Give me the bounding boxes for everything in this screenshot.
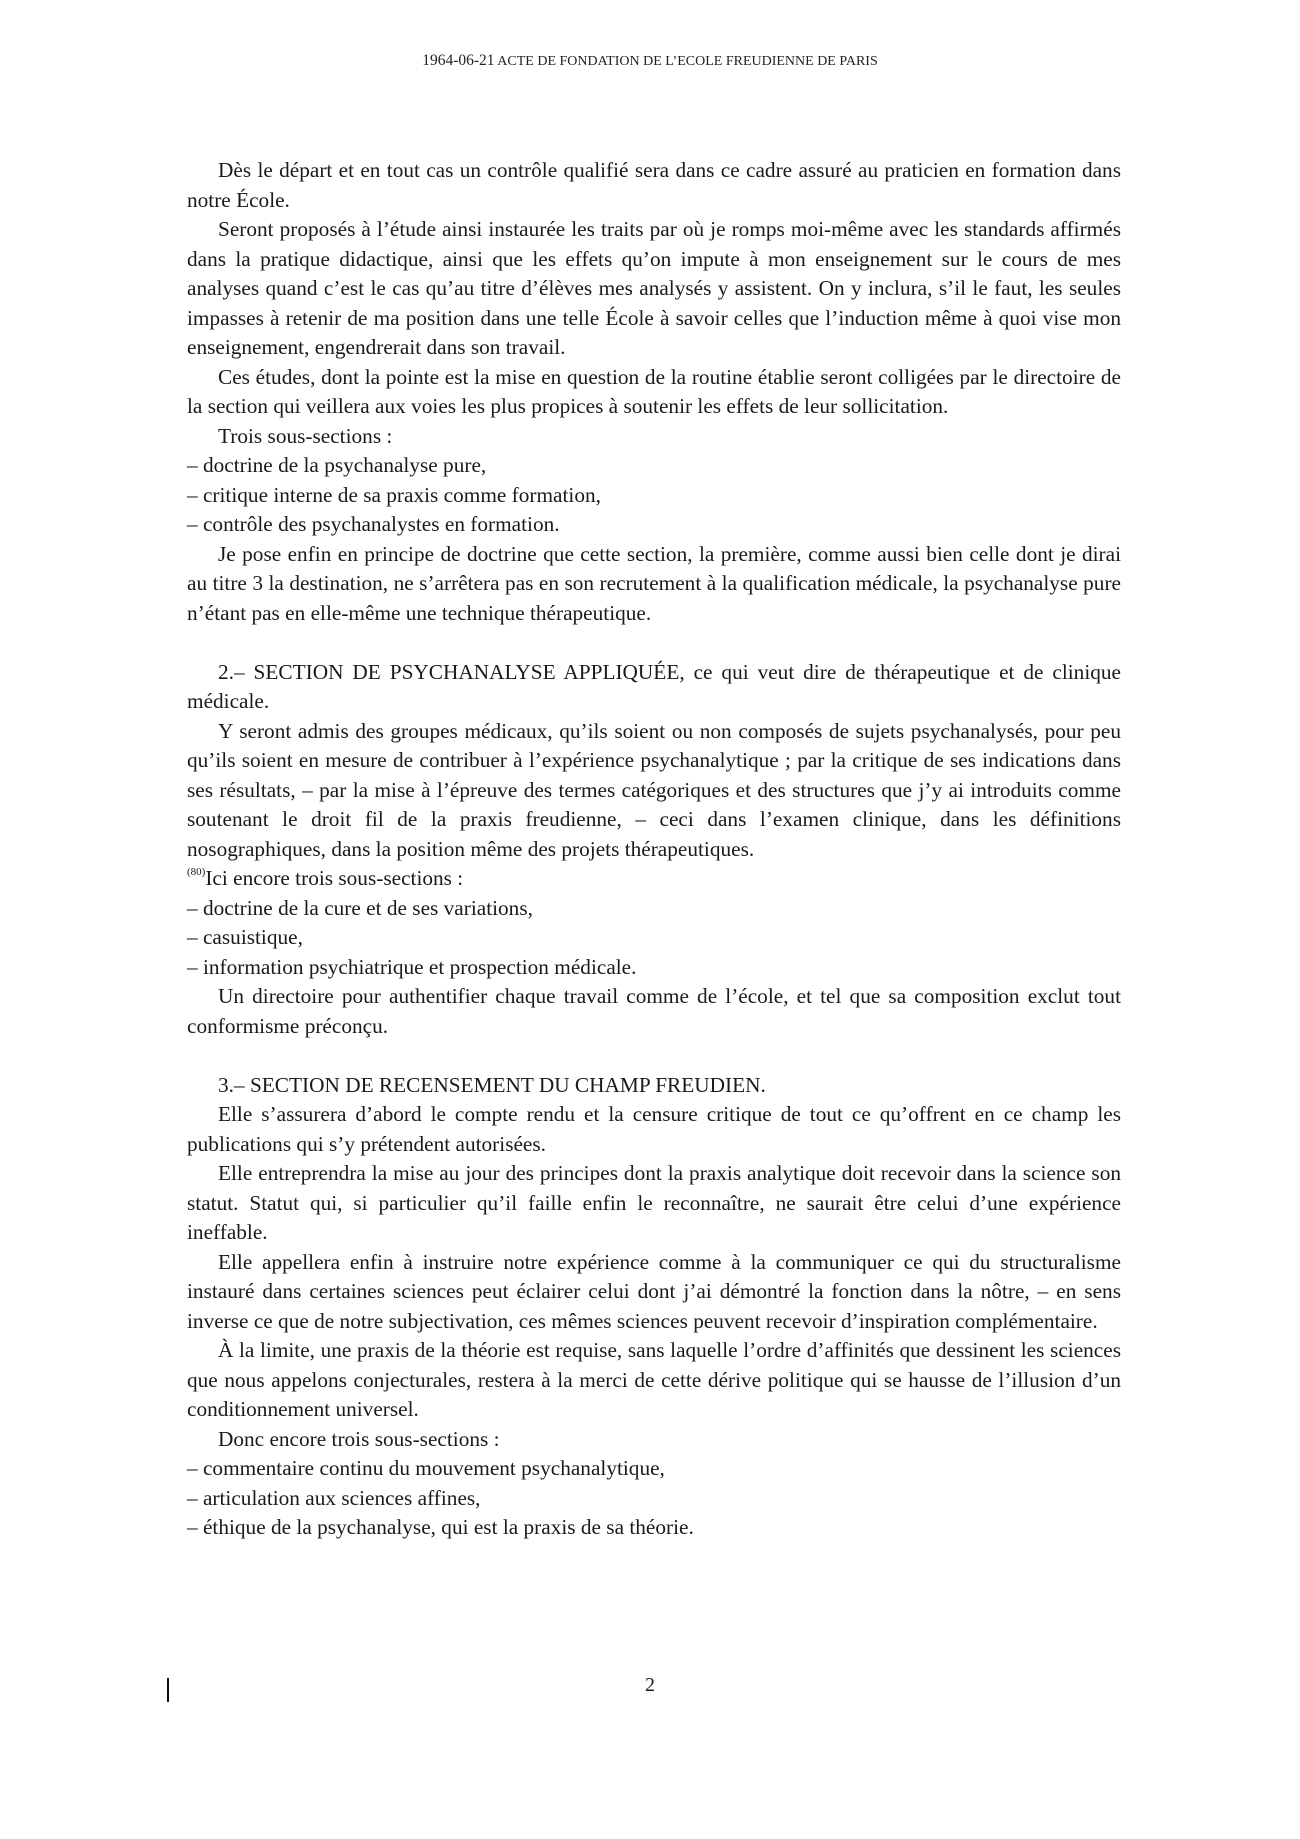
paragraph-text: Ici encore trois sous-sections : bbox=[205, 866, 464, 890]
paragraph: Un directoire pour authentifier chaque travail comme de l’école, et tel que sa composition exclut tout conformisme préconçu. bbox=[187, 984, 1121, 1038]
section-heading: 2.– SECTION DE PSYCHANALYSE APPLIQUÉE, ce qui veut dire de thérapeutique et de clinique médicale. bbox=[187, 659, 1121, 713]
list-item: – éthique de la psychanalyse, qui est la praxis de sa théorie. bbox=[187, 1515, 694, 1539]
list-item: – doctrine de la psychanalyse pure, bbox=[187, 453, 487, 477]
paragraph: Y seront admis des groupes médicaux, qu’ils soient ou non composés de sujets psychanalysés, pour peu qu’ils soient en mesure de contribuer à l’expérience psychanalytique ; par la critique de ses indications dans ses résultats, – par la mise à l’épreuve des termes catégoriques et des structures que j’y ai introduits comme soutenant le droit fil de la praxis freudienne, – ceci dans l’examen clinique, dans les définitions nosographiques, dans la position même des projets thérapeutiques. bbox=[187, 718, 1121, 861]
paragraph: Trois sous-sections : bbox=[218, 423, 393, 448]
paragraph: Dès le départ et en tout cas un contrôle qualifié sera dans ce cadre assuré au praticien en formation dans notre École. bbox=[187, 158, 1121, 212]
paragraph-with-footnote bbox=[187, 864, 1121, 894]
page-number: 2 bbox=[645, 1674, 655, 1696]
paragraph: Elle entreprendra la mise au jour des principes dont la praxis analytique doit recevoir dans la science son statut. Statut qui, si particulier qu’il faille enfin le reconnaître, ne saurait être celui d’une expérience ineffable. bbox=[187, 1161, 1121, 1244]
section-heading: 3.– SECTION DE RECENSEMENT DU CHAMP FREUDIEN. bbox=[218, 1072, 766, 1097]
list-item: – information psychiatrique et prospection médicale. bbox=[187, 954, 637, 979]
paragraph: Ces études, dont la pointe est la mise en question de la routine établie seront colligées par le directoire de la section qui veillera aux voies les plus propices à soutenir les effets de leur sollicitation. bbox=[187, 364, 1121, 418]
footnote-marker: (80) bbox=[187, 866, 206, 878]
header-title: ACTE DE FONDATION DE L’ECOLE FREUDIENNE DE PARIS bbox=[497, 54, 878, 69]
list-item: – critique interne de sa praxis comme formation, bbox=[187, 482, 601, 507]
paragraph: Donc encore trois sous-sections : bbox=[218, 1426, 500, 1451]
list-item: – articulation aux sciences affines, bbox=[187, 1485, 481, 1510]
paragraph: À la limite, une praxis de la théorie est requise, sans laquelle l’ordre d’affinités que dessinent les sciences que nous appelons conjecturales, restera à la merci de cette dérive politique qui se hausse de l’illusion d’un conditionnement universel. bbox=[187, 1338, 1121, 1421]
paragraph: Elle s’assurera d’abord le compte rendu et la censure critique de tout ce qu’offrent en ce champ les publications qui s’y prétendent autorisées. bbox=[187, 1102, 1121, 1156]
list-item: – casuistique, bbox=[187, 925, 303, 949]
paragraph: Je pose enfin en principe de doctrine que cette section, la première, comme aussi bien celle dont je dirai au titre 3 la destination, ne s’arrêtera pas en son recrutement à la qualification médicale, la psychanalyse pure n’étant pas en elle-même une technique thérapeutique. bbox=[187, 541, 1121, 625]
running-header bbox=[0, 52, 1300, 70]
list-item: – doctrine de la cure et de ses variations, bbox=[187, 895, 533, 920]
paragraph: Elle appellera enfin à instruire notre expérience comme à la communiquer ce qui du structuralisme instauré dans certaines sciences peut éclairer celui dont j’ai démontré la fonction dans la nôtre, – en sens inverse ce que de notre subjectivation, ces mêmes sciences peuvent recevoir d’inspiration complémentaire. bbox=[187, 1249, 1121, 1333]
paragraph: Seront proposés à l’étude ainsi instaurée les traits par où je romps moi-même avec les standards affirmés dans la pratique didactique, ainsi que les effets qu’on impute à mon enseignement sur le cours de mes analyses quand c’est le cas qu’au titre d’élèves mes analysés y assistent. On y inclura, s’il le faut, les seules impasses à retenir de ma position dans une telle École à savoir celles que l’induction même à quoi vise mon enseignement, engendrerait dans son travail. bbox=[187, 217, 1121, 359]
list-item: – contrôle des psychanalystes en formation. bbox=[187, 512, 560, 536]
document-body bbox=[187, 156, 1121, 1543]
header-date: 1964-06-21 bbox=[422, 52, 495, 69]
list-item: – commentaire continu du mouvement psychanalytique, bbox=[187, 1456, 665, 1480]
